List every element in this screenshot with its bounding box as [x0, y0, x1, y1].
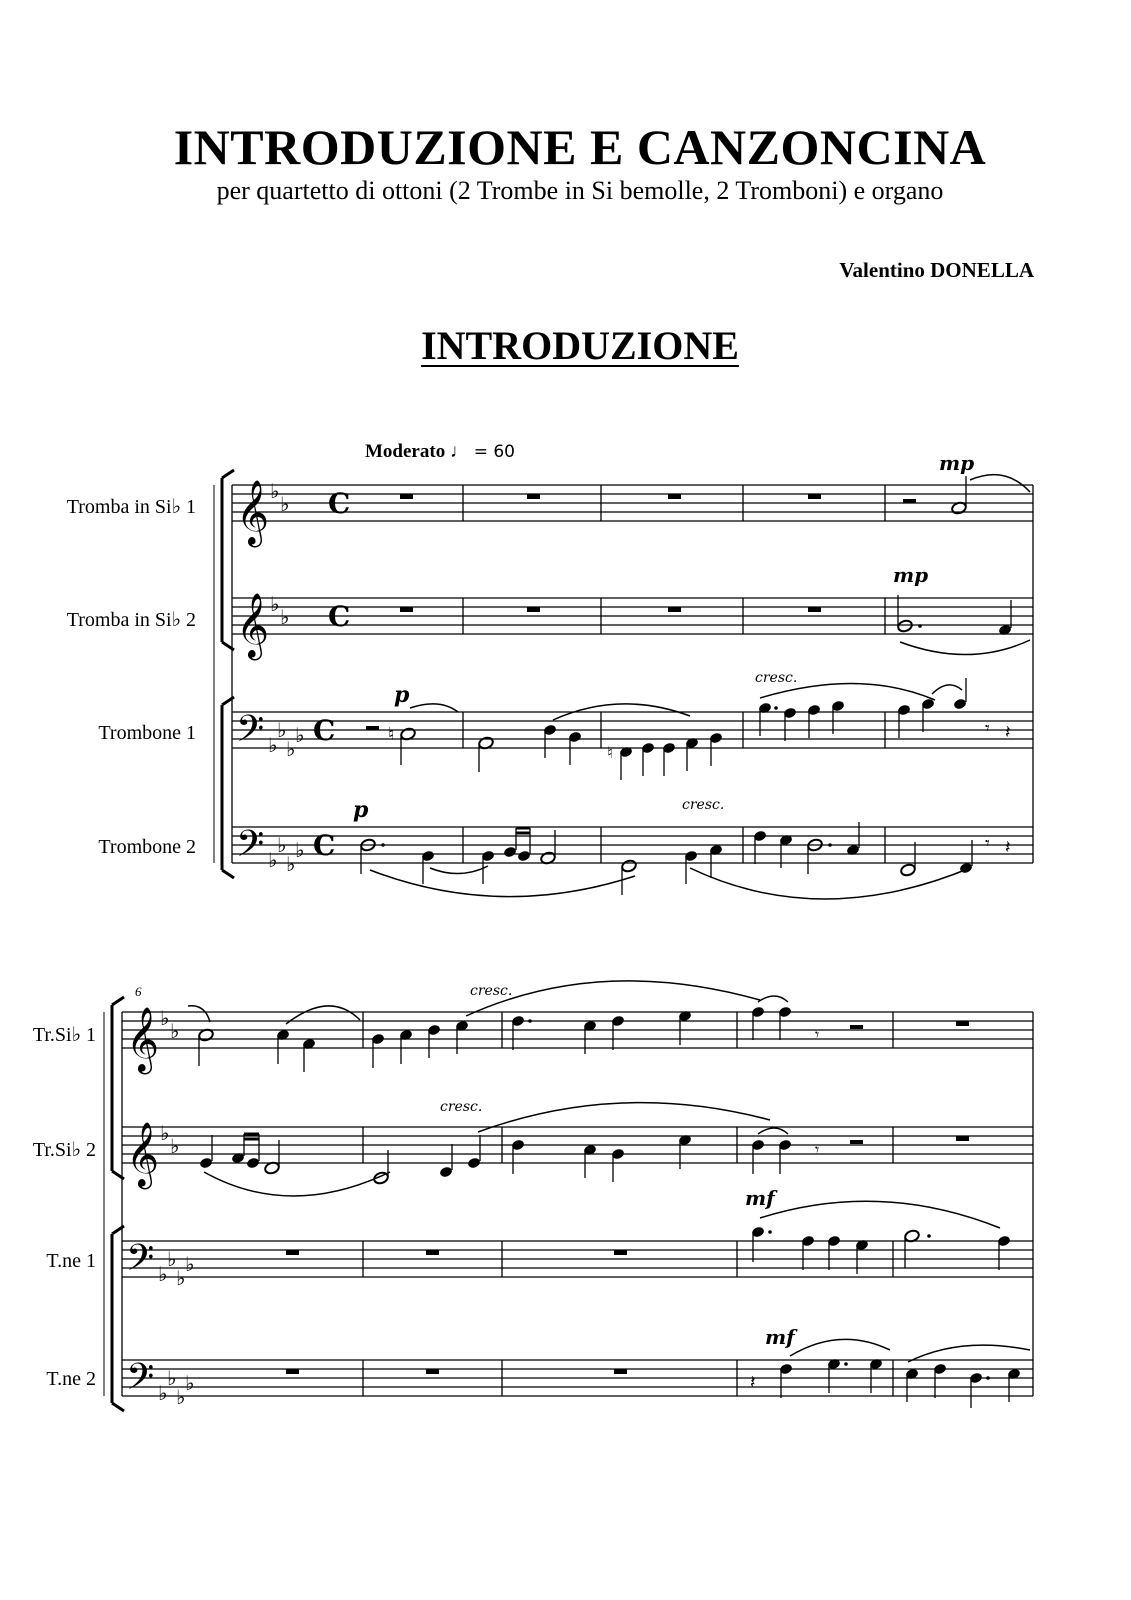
treble-clef-icon: 𝄞	[236, 593, 270, 658]
whole-rests	[366, 494, 916, 730]
bass-clef-icon: 𝄢	[126, 1237, 155, 1288]
svg-text:C: C	[328, 600, 351, 633]
staff-trombone-2	[232, 827, 1033, 863]
cresc-marking: cresc.	[755, 670, 798, 686]
instrument-label-trombone-1-short: T.ne 1	[46, 1250, 96, 1272]
svg-text:♭: ♭	[277, 833, 287, 857]
tempo-label: Moderato	[365, 441, 446, 462]
svg-text:♭: ♭	[176, 1266, 186, 1290]
dynamics-system-2	[440, 983, 798, 1349]
staff-trombone-2	[122, 1360, 1033, 1396]
staff-trumpet-1	[122, 1012, 1033, 1048]
trumpet1-notes	[951, 475, 1030, 515]
quarter-note-icon: ♩	[449, 441, 469, 462]
dynamic-mp: mp	[893, 563, 929, 587]
svg-text:♭: ♭	[277, 718, 287, 742]
whole-rests	[286, 1021, 969, 1374]
svg-text:𝄾: 𝄾	[985, 718, 990, 739]
system-2	[104, 981, 1033, 1411]
svg-text:♭: ♭	[270, 479, 280, 503]
treble-clef-icon: 𝄞	[236, 480, 270, 545]
section-title-text: INTRODUZIONE	[421, 323, 739, 368]
svg-text:C: C	[313, 829, 336, 862]
svg-text:♭: ♭	[170, 1134, 180, 1158]
staff-trombone-1	[122, 1241, 1033, 1277]
instrument-label-trombone-2-short: T.ne 2	[46, 1368, 96, 1390]
svg-text:C: C	[313, 714, 336, 747]
piece-title: INTRODUZIONE E CANZONCINA	[173, 119, 987, 175]
common-time-icon	[313, 487, 350, 862]
cresc-marking: cresc.	[440, 1099, 483, 1115]
svg-text:C: C	[328, 487, 351, 520]
measure-barlines-2	[363, 1012, 1033, 1396]
svg-text:𝄽: 𝄽	[1005, 837, 1011, 858]
dynamic-p: p	[394, 682, 410, 708]
instrument-label-trumpet-1: Tromba in Si♭ 1	[66, 496, 196, 518]
trombone1-notes	[388, 678, 1011, 780]
bass-clef-icon: 𝄢	[236, 823, 265, 874]
trumpet2-notes-s2	[199, 1103, 819, 1196]
svg-text:♭: ♭	[286, 737, 296, 761]
svg-text:♭: ♭	[170, 1019, 180, 1043]
svg-text:♭: ♭	[268, 733, 278, 757]
svg-text:𝄾: 𝄾	[985, 833, 990, 854]
cresc-marking: cresc.	[470, 983, 513, 999]
instrument-label-trombone-1: Trombone 1	[98, 722, 196, 744]
cresc-marking: cresc.	[682, 797, 725, 813]
composer-name: Valentino DONELLA	[839, 258, 1034, 282]
svg-text:♭: ♭	[160, 1121, 170, 1145]
bass-clef-icon: 𝄢	[236, 708, 265, 759]
treble-clef-icon: 𝄞	[126, 1007, 160, 1072]
svg-text:♭: ♭	[185, 1371, 195, 1395]
treble-clef-icon: 𝄞	[126, 1122, 160, 1187]
instrument-label-trombone-2: Trombone 2	[98, 836, 196, 858]
piece-subtitle: per quartetto di ottoni (2 Trombe in Si bemolle, 2 Tromboni) e organo	[216, 176, 944, 205]
key-signature	[268, 479, 304, 876]
system-1	[214, 451, 1033, 899]
dynamic-mf: mf	[765, 1325, 795, 1349]
staff-trombone-1	[232, 712, 1033, 748]
svg-text:𝄾: 𝄾	[815, 1025, 820, 1044]
svg-text:♭: ♭	[158, 1381, 168, 1405]
svg-text:♭: ♭	[167, 1366, 177, 1390]
instrument-label-trumpet-2: Tromba in Si♭ 2	[66, 609, 196, 631]
dynamic-p: p	[353, 797, 369, 823]
svg-text:𝄾: 𝄾	[815, 1140, 820, 1159]
svg-text:♭: ♭	[160, 1006, 170, 1030]
svg-text:♭: ♭	[167, 1247, 177, 1271]
key-signature	[158, 1006, 194, 1409]
svg-text:♭: ♭	[176, 1385, 186, 1409]
svg-text:♭: ♭	[295, 838, 305, 862]
instrument-label-trumpet-1-short: Tr.Si♭ 1	[32, 1024, 96, 1046]
trombone1-notes-s2	[751, 1201, 1011, 1274]
svg-text:♮: ♮	[388, 724, 395, 745]
svg-text:♭: ♭	[270, 592, 280, 616]
trombone2-notes	[360, 822, 1011, 899]
svg-text:♮: ♮	[607, 743, 613, 762]
bass-clef-icon: 𝄢	[126, 1356, 155, 1407]
dynamic-mp: mp	[939, 451, 975, 475]
svg-text:♭: ♭	[280, 605, 290, 629]
svg-text:♭: ♭	[280, 492, 290, 516]
svg-text:♭: ♭	[295, 723, 305, 747]
measure-number: 6	[135, 984, 142, 999]
svg-text:♭: ♭	[158, 1262, 168, 1286]
svg-text:♭: ♭	[185, 1252, 195, 1276]
dynamic-mf: mf	[745, 1186, 775, 1210]
svg-text:𝄽: 𝄽	[1005, 722, 1011, 743]
measure-barlines-1	[463, 485, 1033, 863]
svg-text:♭: ♭	[286, 852, 296, 876]
trombone2-notes-s2	[750, 1339, 1030, 1408]
svg-text:𝄽: 𝄽	[750, 1372, 756, 1393]
tempo-bpm: = 60	[473, 442, 515, 462]
svg-text:♭: ♭	[268, 848, 278, 872]
instrument-label-trumpet-2-short: Tr.Si♭ 2	[32, 1139, 96, 1161]
staff-trumpet-2	[232, 598, 1033, 634]
